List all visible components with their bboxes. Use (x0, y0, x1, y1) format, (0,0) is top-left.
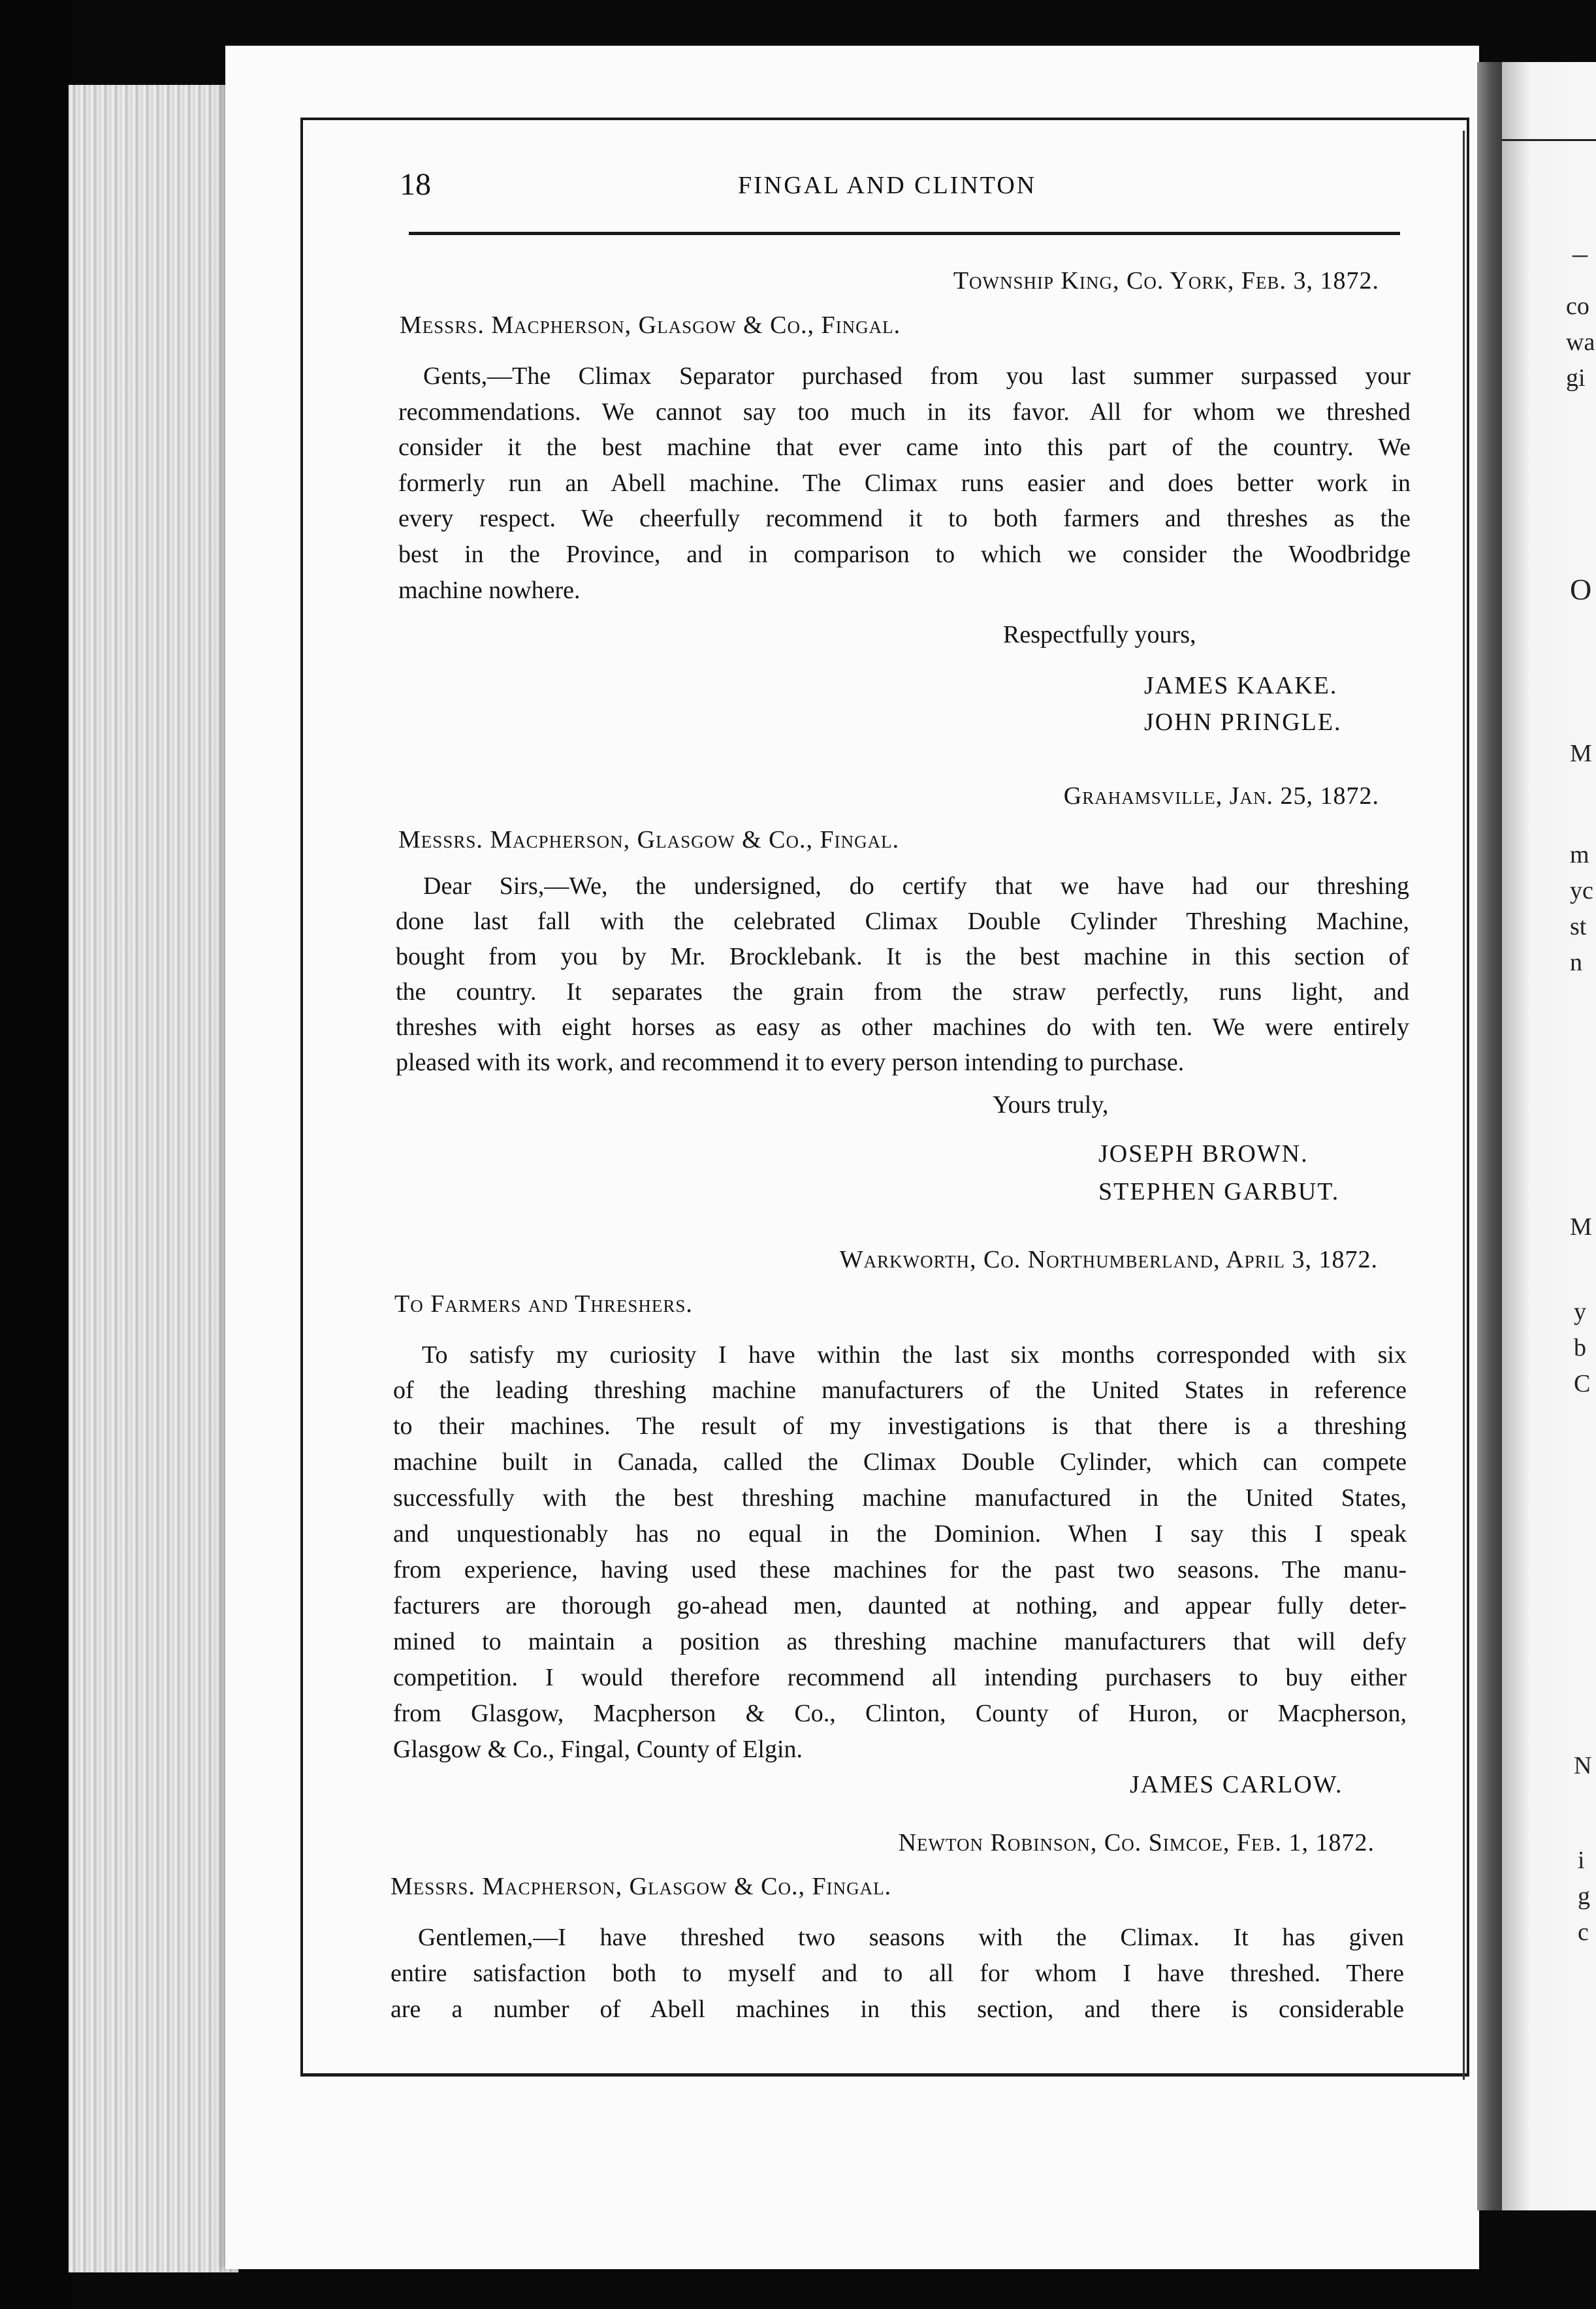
letter-body-line: from experience, having used these machines for the past two seasons. The manu- (393, 1556, 1407, 1584)
letter-body-line: Dear Sirs,—We, the undersigned, do certify that we have had our threshing (423, 872, 1409, 900)
letter-body-line: from Glasgow, Macpherson & Co., Clinton, County of Huron, or Macpherson, (393, 1700, 1407, 1727)
letter-body-line: pleased with its work, and recommend it to every person intending to purchase. (396, 1049, 1185, 1076)
letter-dateline: Township King, Co. York, Feb. 3, 1872. (953, 267, 1379, 295)
letter-body-line: machine built in Canada, called the Climax Double Cylinder, which can compete (393, 1448, 1407, 1476)
letter-body-line: and unquestionably has no equal in the Dominion. When I say this I speak (393, 1520, 1407, 1548)
facing-page-text: st (1570, 913, 1587, 940)
letter-dateline: Grahamsville, Jan. 25, 1872. (1063, 782, 1379, 810)
facing-page-text: gi (1566, 364, 1586, 392)
letter-body-line: Gentlemen,—I have threshed two seasons with the Climax. It has given (418, 1924, 1404, 1951)
facing-page-rule (1502, 139, 1596, 141)
letter-signature: JOHN PRINGLE. (1144, 709, 1342, 736)
page-number: 18 (400, 167, 431, 202)
letter-body-line: done last fall with the celebrated Climax Double Cylinder Threshing Machine, (396, 908, 1409, 935)
letter-body-line: Glasgow & Co., Fingal, County of Elgin. (393, 1736, 803, 1763)
facing-page-text: M (1570, 1213, 1592, 1241)
facing-page-text: n (1570, 949, 1582, 976)
facing-page-text: O (1570, 573, 1592, 606)
letter-body-line: are a number of Abell machines in this section, and there is considerable (391, 1996, 1404, 2023)
facing-page-text: yc (1570, 877, 1593, 904)
letter-addressee: Messrs. Macpherson, Glasgow & Co., Fingal. (400, 311, 901, 339)
scan-background-left (0, 0, 72, 2309)
facing-page-text: g (1578, 1883, 1590, 1910)
letter-signature: JAMES KAAKE. (1144, 672, 1338, 699)
facing-page-text: y (1574, 1298, 1586, 1326)
letter-body-line: machine nowhere. (398, 577, 581, 604)
letter-body-line: successfully with the best threshing machine manufactured in the United States, (393, 1484, 1407, 1512)
letter-body-line: of the leading threshing machine manufacturers of the United States in reference (393, 1377, 1407, 1404)
facing-page-text: m (1570, 841, 1589, 868)
letter-body-line: Gents,—The Climax Separator purchased from you last summer surpassed your (423, 362, 1411, 390)
page-edges-stack (69, 85, 238, 2272)
facing-page-text: co (1566, 293, 1589, 320)
page-border-inner-rule (1463, 131, 1465, 2080)
letter-closing: Yours truly, (993, 1091, 1109, 1119)
letter-body-line: To satisfy my curiosity I have within the last six months corresponded with six (422, 1341, 1407, 1369)
header-rule (409, 232, 1400, 235)
letter-body-line: mined to maintain a position as threshing machine manufacturers that will defy (393, 1628, 1407, 1655)
facing-page-text: wa (1566, 328, 1595, 356)
facing-page-text: C (1574, 1370, 1591, 1397)
letter-body-line: the country. It separates the grain from the straw perfectly, runs light, and (396, 978, 1409, 1006)
letter-addressee: Messrs. Macpherson, Glasgow & Co., Fingal. (391, 1873, 892, 1900)
letter-signature: STEPHEN GARBUT. (1098, 1178, 1340, 1205)
running-head: FINGAL AND CLINTON (738, 172, 1037, 199)
letter-addressee: To Farmers and Threshers. (394, 1290, 693, 1318)
letter-body-line: formerly run an Abell machine. The Climax runs easier and does better work in (398, 470, 1411, 497)
letter-signature: JAMES CARLOW. (1130, 1771, 1343, 1798)
letter-body-line: recommendations. We cannot say too much in its favor. All for whom we threshed (398, 398, 1411, 426)
letter-signature: JOSEPH BROWN. (1098, 1140, 1309, 1168)
letter-body-line: consider it the best machine that ever came into this part of the country. We (398, 434, 1411, 461)
facing-page-text: b (1574, 1334, 1586, 1362)
letter-dateline: Newton Robinson, Co. Simcoe, Feb. 1, 1872. (898, 1829, 1375, 1856)
letter-closing: Respectfully yours, (1003, 621, 1196, 648)
facing-page-text: N (1574, 1752, 1592, 1779)
letter-body-line: to their machines. The result of my investigations is that there is a threshing (393, 1412, 1407, 1440)
letter-dateline: Warkworth, Co. Northumberland, April 3, 1872. (839, 1246, 1378, 1273)
letter-body-line: competition. I would therefore recommend all intending purchasers to buy either (393, 1664, 1407, 1691)
letter-body-line: best in the Province, and in comparison to which we consider the Woodbridge (398, 541, 1411, 568)
letter-body-line: every respect. We cheerfully recommend it to both farmers and threshes as the (398, 505, 1411, 532)
letter-addressee: Messrs. Macpherson, Glasgow & Co., Fingal. (398, 826, 900, 853)
facing-page-text: c (1578, 1919, 1589, 1946)
facing-page-text: i (1578, 1847, 1585, 1874)
letter-body-line: bought from you by Mr. Brocklebank. It is the best machine in this section of (396, 943, 1409, 970)
facing-page-text: M (1570, 740, 1592, 767)
letter-body-line: facturers are thorough go-ahead men, daunted at nothing, and appear fully deter- (393, 1592, 1407, 1619)
letter-body-line: entire satisfaction both to myself and to all for whom I have threshed. There (391, 1960, 1404, 1987)
facing-page-dash: – (1572, 236, 1588, 270)
letter-body-line: threshes with eight horses as easy as other machines do with ten. We were entirely (396, 1013, 1409, 1041)
facing-page (1502, 62, 1596, 2210)
